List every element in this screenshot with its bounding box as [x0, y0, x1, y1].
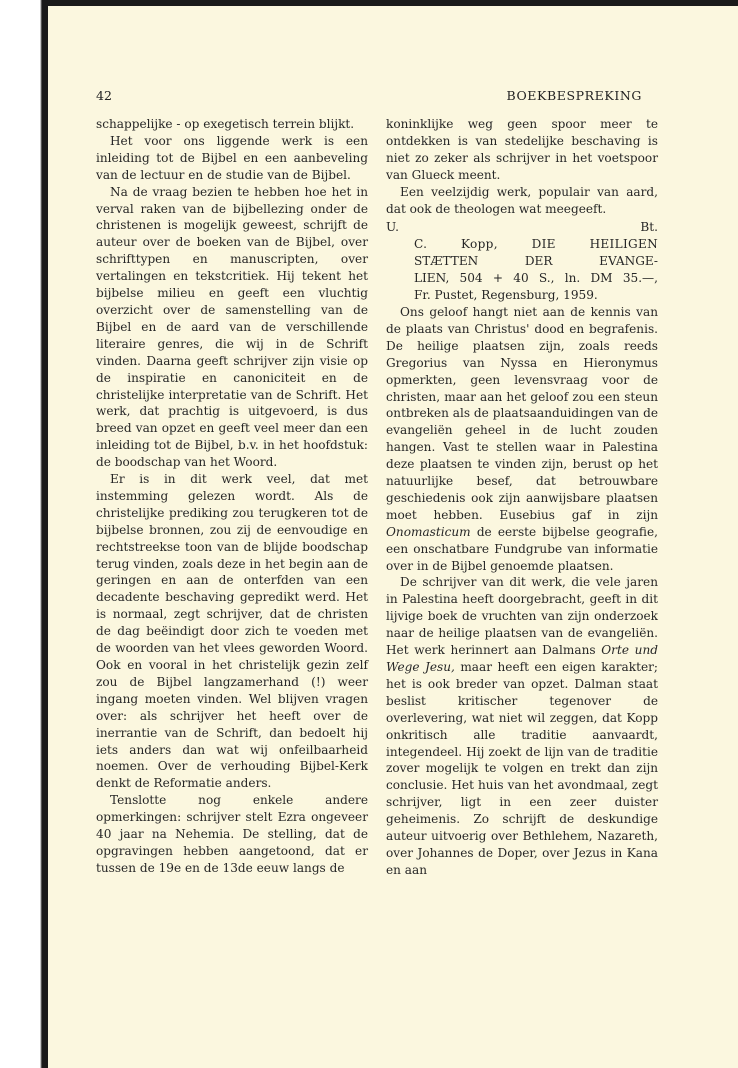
paragraph-text: maar heeft een eigen karakter; het is ook breder van opzet. Dalman staat beslist kritischer tegenover de overlevering, wat niet wil zeggen, dat Kopp onkritisch alle traditie aanvaardt, integendeel. Hij zoekt de lijn van de traditie zover mogelijk te volgen en trekt dan zijn conclusie. Het huis van het avondmaal, zegt schrijver, ligt in een zeer duister geheimenis. Zo schrijft de deskundige auteur uitvoerig over Bethlehem, Nazareth, over Johannes de Doper, over Jezus in Kana en aan: [386, 660, 658, 877]
paragraph-text: Ons geloof hangt niet aan de kennis van de plaats van Christus' dood en begrafenis. De heilige plaatsen zijn, zoals reeds Gregorius van Nyssa en Hieronymus opmerkten, geen levensvraag voor de christen, maar aan het geloof zou een steun ontbreken als de plaatsaanduidingen van de evangeliën geheel in de lucht zouden hangen. Vast te stellen waar in Palestina deze plaatsen te vinden zijn, berust op het natuurlijke besef, dat betrouwbare geschiedenis ook zijn aanwijsbare plaatsen moet hebben. Eusebius gaf in zijn: [386, 304, 658, 522]
paragraph: [386, 574, 658, 878]
paragraph: Het voor ons liggende werk is een inleiding tot de Bijbel en een aanbeveling van de lectuur en de studie van de Bijbel.: [96, 133, 368, 182]
review-heading-line: C. Kopp, DIE HEILIGEN: [414, 237, 658, 252]
page-number: 42: [96, 88, 112, 103]
scan-edge-left: [0, 0, 50, 1068]
paragraph: Een veelzijdig werk, populair van aard, dat ook de theologen wat meegeeft.: [386, 184, 658, 216]
book-title-italic: Onomasticum: [386, 524, 471, 539]
paragraph: koninklijke weg geen spoor meer te ontdekken is van stedelijke beschaving is niet zo zeker als schrijver in het voetspoor van Glueck meent.: [386, 117, 658, 182]
review-signature: [386, 219, 658, 236]
paragraph: Tenslotte nog enkele andere opmerkingen: schrijver stelt Ezra ongeveer 40 jaar na Nehemia. De stelling, dat de opgravingen hebben aangetoond, dat er tussen de 19e en de 13de eeuw langs de: [96, 793, 368, 875]
review-heading-line: Fr. Pustet, Regensburg, 1959.: [414, 288, 598, 303]
right-column: [386, 116, 658, 879]
paragraph-text: De schrijver van dit werk, die vele jaren in Palestina heeft doorgebracht, geeft in dit lijvige boek de vruchten van zijn onderzoek naar de heilige plaatsen van de evangeliën. Het werk herinnert aan Dalmans: [386, 575, 658, 658]
review-heading-line: LIEN, 504 + 40 S., ln. DM 35.—,: [414, 271, 658, 286]
paragraph: [386, 304, 658, 575]
paragraph: schappelijke - op exegetisch terrein blijkt.: [96, 117, 355, 131]
paragraph: Er is in dit werk veel, dat met instemming gelezen wordt. Als de christelijke prediking zou terugkeren tot de bijbelse bronnen, zou zij de eenvoudige en rechtstreekse toon van de blijde boodschap terug vinden, zoals deze in het begin aan de geringen en aan de onterfden van een decadente beschaving gepredikt werd. Het is normaal, zegt schrijver, dat de christen de dag beëindigt door zich te voeden met de woorden van het vlees geworden Woord. Ook en vooral in het christelijk gezin zelf zou de Bijbel langzamerhand (!) weer ingang moeten vinden. Wel blijven vragen over: als schrijver het heeft over de inerrantie van de Schrift, dan bedoelt hij iets anders dan wat wij onfeilbaarheid noemen. Over de verhouding Bijbel-Kerk denkt de Reformatie anders.: [96, 472, 368, 791]
left-column: [96, 116, 368, 877]
signature-initial-right: Bt.: [640, 220, 658, 235]
running-title: BOEKBESPREKING: [506, 88, 642, 103]
book-title-italic: Orte und Wege Jesu,: [386, 643, 658, 674]
review-heading: [386, 236, 658, 304]
signature-initial-left: U.: [386, 220, 399, 235]
paragraph-text: de eerste bijbelse geografie, een onschatbare Fundgrube van informatie over in de Bijbel genoemde plaatsen.: [386, 524, 658, 573]
review-heading-line: STÆTTEN DER EVANGE-: [414, 254, 658, 269]
paragraph: Na de vraag bezien te hebben hoe het in verval raken van de bijbellezing onder de christenen is mogelijk geweest, schrijft de auteur over de boeken van de Bijbel, over schrifttypen en manuscripten, over vertalingen en tekstcritiek. Hij tekent het bijbelse milieu en geeft een vluchtig overzicht over de samenstelling van de Bijbel en de aard van de verschillende literaire genres, die wij in de Schrift vinden. Daarna geeft schrijver zijn visie op de inspiratie en canoniciteit en de christelijke interpretatie van de Schrift. Het werk, dat prachtig is uitgevoerd, is dus breed van opzet en geeft veel meer dan een inleiding tot de Bijbel, b.v. in het hoofdstuk: de boodschap van het Woord.: [96, 184, 368, 470]
